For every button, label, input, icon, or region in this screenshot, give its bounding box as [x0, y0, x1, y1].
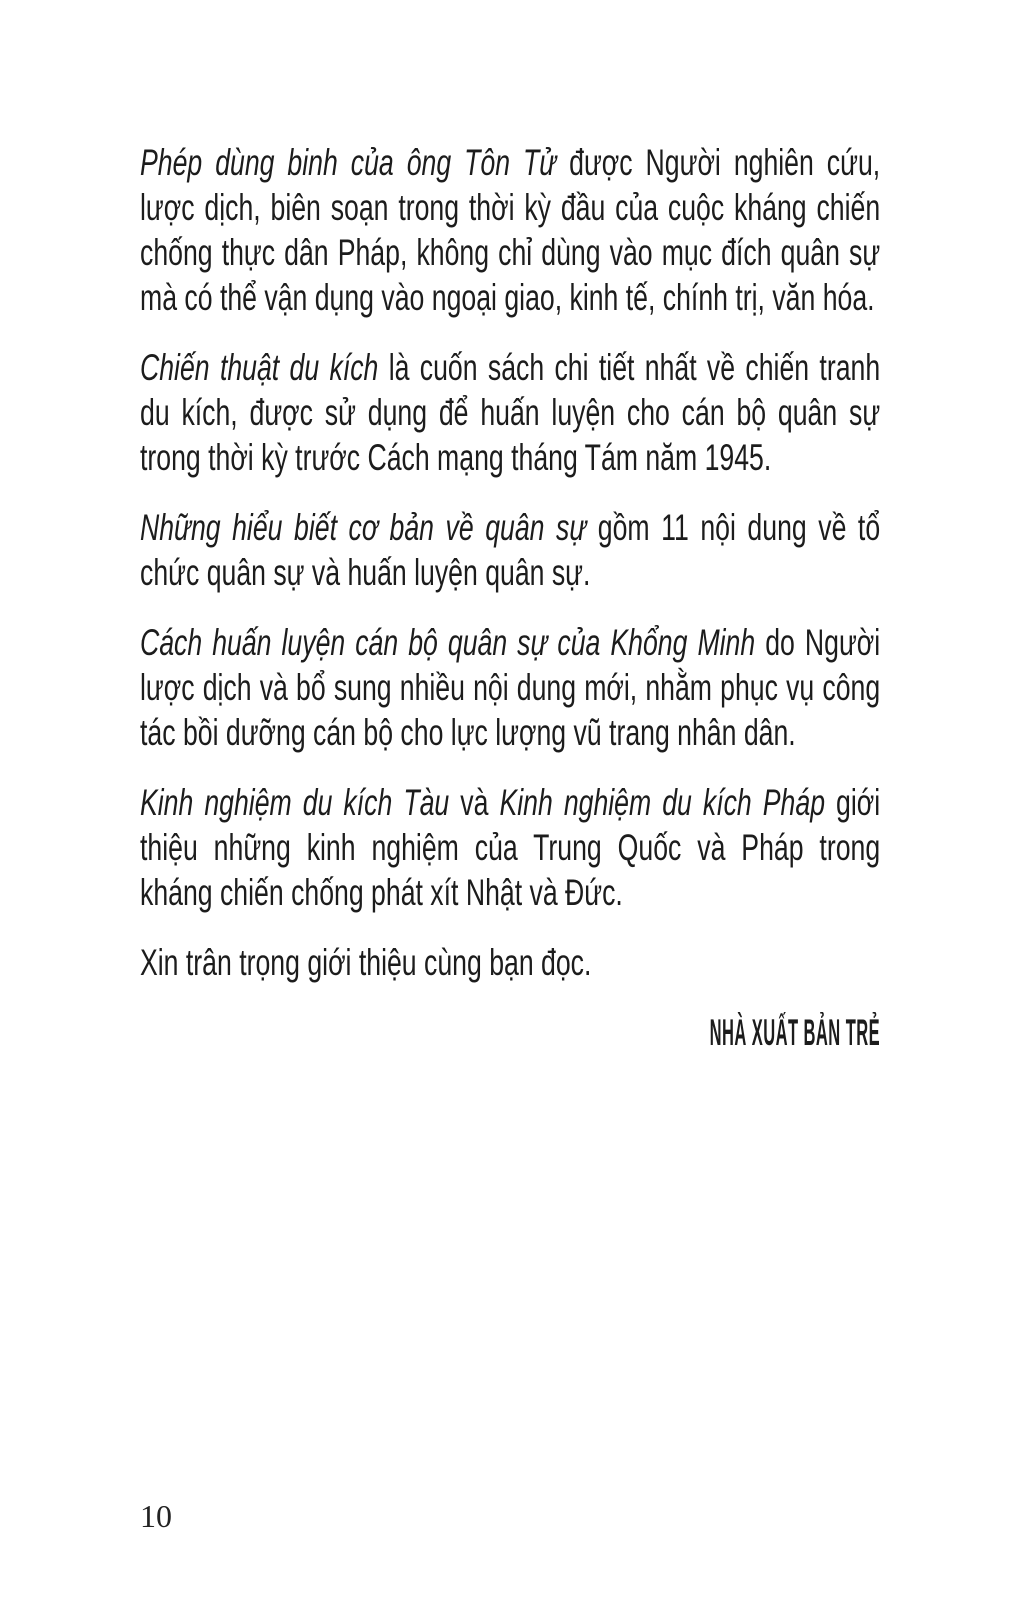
page-number: 10: [140, 1498, 172, 1534]
body-text: là cuốn sách chi tiết nhất về chiến tranh du kích, được sử dụng để huấn luyện cho cán bộ quân sự trong thời kỳ trước Cách mạng tháng Tám năm 1945.: [140, 347, 881, 478]
book-title-italic: Những hiểu biết cơ bản về quân sự: [140, 507, 587, 548]
publisher-signature: NHÀ XUẤT BẢN TRẺ: [709, 1012, 881, 1053]
body-text: giới thiệu những kinh nghiệm của Trung Quốc và Pháp trong kháng chiến chống phát xít Nhật và Đức.: [140, 782, 881, 913]
paragraph: [140, 940, 880, 985]
body-text: do Người lược dịch và bổ sung nhiều nội dung mới, nhằm phục vụ công tác bồi dưỡng cán bộ cho lực lượng vũ trang nhân dân.: [140, 622, 881, 753]
page-body-text: [140, 140, 880, 1055]
body-text: gồm 11 nội dung về tổ chức quân sự và huấn luyện quân sự.: [140, 507, 881, 593]
body-text: và: [449, 782, 500, 823]
publisher-signature-row: [140, 1010, 880, 1055]
book-title-italic: Phép dùng binh của ông Tôn Tử: [140, 142, 557, 183]
paragraph: [140, 140, 880, 320]
book-title-italic: Kinh nghiệm du kích Tàu: [140, 782, 450, 823]
book-title-italic: Chiến thuật du kích: [140, 347, 379, 388]
body-text: Xin trân trọng giới thiệu cùng bạn đọc.: [140, 942, 592, 983]
book-title-italic: Kinh nghiệm du kích Pháp: [499, 782, 826, 823]
paragraph: [140, 505, 880, 595]
paragraph: [140, 780, 880, 915]
paragraph: [140, 345, 880, 480]
body-text: được Người nghiên cứu, lược dịch, biên soạn trong thời kỳ đầu của cuộc kháng chiến chống thực dân Pháp, không chỉ dùng vào mục đích quân sự mà có thể vận dụng vào ngoại giao, kinh tế, chính trị, văn hóa.: [140, 142, 881, 318]
paragraph: [140, 620, 880, 755]
book-title-italic: Cách huấn luyện cán bộ quân sự của Khổng Minh: [140, 622, 756, 663]
